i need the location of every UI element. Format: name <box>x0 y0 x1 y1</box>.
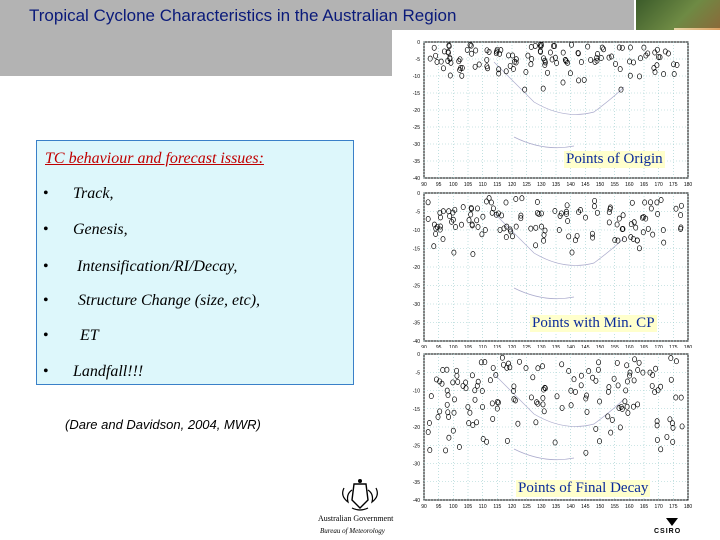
y-tick-label: 0 <box>417 352 420 358</box>
x-tick-label: 135 <box>551 182 561 188</box>
x-tick-label: 180 <box>683 504 693 510</box>
y-tick-label: -10 <box>412 74 420 80</box>
x-tick-label: 95 <box>435 182 442 188</box>
bullet-glyph: • <box>43 327 49 344</box>
x-tick-label: 130 <box>537 345 546 348</box>
slide-title: Tropical Cyclone Characteristics in the Australian Region <box>29 6 457 25</box>
bullet-glyph: • <box>43 292 49 309</box>
origin-map <box>392 30 720 189</box>
x-tick-label: 155 <box>610 345 619 348</box>
y-tick-label: -20 <box>412 108 420 114</box>
map-panel-final-decay <box>392 348 720 518</box>
y-tick-label: -15 <box>412 91 420 97</box>
x-tick-label: 165 <box>639 345 649 348</box>
panel-label-origin: Points of Origin <box>566 151 663 167</box>
y-tick-label: -20 <box>412 265 420 271</box>
y-tick-label: -35 <box>412 320 420 327</box>
panel-label-min-cp: Points with Min. CP <box>532 315 655 331</box>
x-tick-label: 120 <box>507 504 517 510</box>
x-tick-label: 115 <box>493 182 502 188</box>
x-tick-label: 110 <box>478 345 487 348</box>
bullet-text: ET <box>80 327 99 344</box>
y-tick-label: -25 <box>412 125 420 131</box>
y-tick-label: -40 <box>412 176 420 182</box>
map-panel-min-cp <box>392 189 720 348</box>
bullet-text: Genesis, <box>73 221 128 238</box>
x-tick-label: 150 <box>595 182 605 188</box>
bullet-glyph: • <box>43 363 49 380</box>
issues-heading: TC behaviour and forecast issues: <box>45 150 264 167</box>
x-tick-label: 105 <box>463 345 473 348</box>
y-tick-label: -15 <box>412 406 420 413</box>
y-tick-label: -30 <box>412 302 420 308</box>
x-tick-label: 150 <box>595 504 605 510</box>
y-tick-label: -10 <box>412 388 420 395</box>
x-tick-label: 95 <box>435 345 442 348</box>
x-tick-label: 105 <box>463 182 473 188</box>
map-panel-origin <box>392 30 720 189</box>
issues-box <box>36 140 354 385</box>
x-tick-label: 145 <box>581 504 590 510</box>
x-tick-label: 145 <box>581 345 590 348</box>
y-tick-label: -35 <box>412 159 420 165</box>
y-tick-label: 0 <box>417 40 420 46</box>
y-tick-label: -15 <box>412 246 420 253</box>
x-tick-label: 95 <box>435 504 442 510</box>
x-tick-label: 90 <box>421 345 427 348</box>
x-tick-label: 100 <box>449 504 458 510</box>
x-tick-label: 125 <box>522 345 531 348</box>
x-tick-label: 120 <box>507 182 517 188</box>
x-tick-label: 160 <box>625 504 634 510</box>
y-tick-label: -30 <box>412 461 420 468</box>
x-tick-label: 140 <box>566 345 575 348</box>
bullet-glyph: • <box>43 185 49 202</box>
x-tick-label: 150 <box>595 345 605 348</box>
x-tick-label: 130 <box>537 504 546 510</box>
x-tick-label: 170 <box>654 182 663 188</box>
x-tick-label: 175 <box>669 345 678 348</box>
x-tick-label: 165 <box>639 182 649 188</box>
x-tick-label: 145 <box>581 182 590 188</box>
x-tick-label: 140 <box>566 182 575 188</box>
bullet-glyph: • <box>43 258 49 275</box>
y-tick-label: -40 <box>412 339 420 345</box>
y-tick-label: -25 <box>412 283 420 290</box>
x-tick-label: 175 <box>669 182 678 188</box>
y-tick-label: -30 <box>412 142 420 148</box>
x-tick-label: 115 <box>493 504 502 510</box>
x-tick-label: 100 <box>449 182 458 188</box>
y-tick-label: -10 <box>412 228 420 234</box>
x-tick-label: 110 <box>478 182 487 188</box>
y-tick-label: -5 <box>415 209 420 216</box>
x-tick-label: 180 <box>683 345 693 348</box>
y-tick-label: 0 <box>417 191 420 197</box>
x-tick-label: 105 <box>463 504 473 510</box>
x-tick-label: 155 <box>610 504 619 510</box>
bureau-name: Bureau of Meteorology <box>320 527 385 535</box>
x-tick-label: 120 <box>507 345 517 348</box>
x-tick-label: 125 <box>522 182 531 188</box>
bullet-text: Structure Change (size, etc), <box>78 292 261 309</box>
x-tick-label: 155 <box>610 182 619 188</box>
panel-label-final-decay: Points of Final Decay <box>518 480 649 496</box>
bullet-glyph: • <box>43 221 49 238</box>
y-tick-label: -35 <box>412 479 420 486</box>
x-tick-label: 175 <box>669 504 678 510</box>
y-tick-label: -20 <box>412 425 420 431</box>
x-tick-label: 160 <box>625 345 634 348</box>
x-tick-label: 115 <box>493 345 502 348</box>
x-tick-label: 90 <box>421 504 427 510</box>
x-tick-label: 170 <box>654 504 663 510</box>
x-tick-label: 180 <box>683 182 693 188</box>
gov-name: Australian Government <box>318 514 394 523</box>
csiro-label: CSIRO <box>654 528 682 535</box>
x-tick-label: 110 <box>478 504 487 510</box>
bullet-text: Intensification/RI/Decay, <box>77 258 238 275</box>
x-tick-label: 90 <box>421 182 427 188</box>
x-tick-label: 165 <box>639 504 649 510</box>
x-tick-label: 140 <box>566 504 575 510</box>
y-tick-label: -25 <box>412 443 420 450</box>
y-tick-label: -5 <box>415 57 420 63</box>
x-tick-label: 170 <box>654 345 663 348</box>
y-tick-label: -5 <box>415 370 420 377</box>
bullet-text: Landfall!!! <box>73 363 144 380</box>
x-tick-label: 160 <box>625 182 634 188</box>
x-tick-label: 135 <box>551 345 561 348</box>
x-tick-label: 125 <box>522 504 531 510</box>
y-tick-label: -40 <box>412 498 420 504</box>
x-tick-label: 100 <box>449 345 458 348</box>
citation: (Dare and Davidson, 2004, MWR) <box>65 417 261 432</box>
x-tick-label: 130 <box>537 182 546 188</box>
bullet-text: Track, <box>73 185 114 202</box>
x-tick-label: 135 <box>551 504 561 510</box>
